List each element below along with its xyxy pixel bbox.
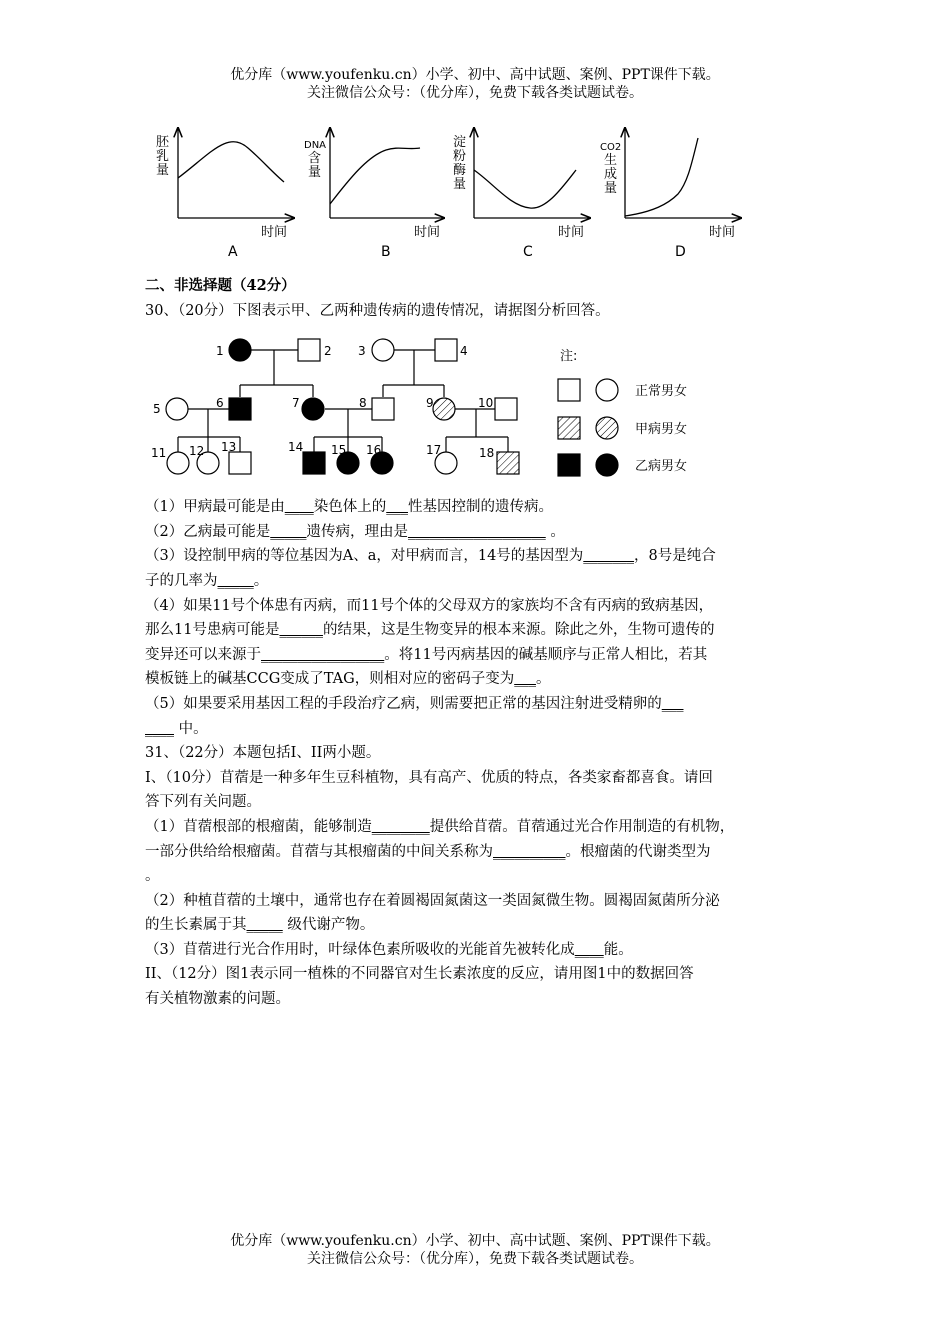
answer-blank[interactable]: ___________________	[407, 523, 546, 540]
q30-part2	[145, 520, 815, 545]
legend-normal-label: 正常男女	[635, 384, 688, 399]
graph-a-ylabel-2: 乳	[156, 149, 170, 164]
footer-line-1: 优分库（www.youfenku.cn）小学、初中、高中试题、案例、PPT课件下载。	[230, 1233, 720, 1249]
text: 。	[253, 572, 269, 589]
pedigree-number-10: 10	[478, 396, 494, 410]
answer-blank[interactable]: __________	[493, 843, 566, 860]
graph-c-letter: C	[523, 244, 533, 260]
pedigree-number-12: 12	[189, 444, 205, 458]
answer-blank[interactable]: ______	[279, 622, 323, 639]
header-line-2: 关注微信公众号：（优分库），免费下载各类试题试卷。	[307, 85, 643, 101]
graph-b-ylabel-1: DNA	[304, 140, 327, 151]
graph-b-letter: B	[381, 244, 391, 260]
graph-b-ylabel-3: 量	[308, 165, 322, 180]
text: 提供给苜蓿。苜蓿通过光合作用制造的有机物，	[429, 818, 735, 835]
q31-part2-line2	[145, 913, 815, 938]
graph-d-letter: D	[675, 244, 686, 260]
header-line-1: 优分库（www.youfenku.cn）小学、初中、高中试题、案例、PPT课件下载。	[230, 67, 720, 83]
pedigree-number-9: 9	[426, 396, 434, 410]
q30-part1	[145, 495, 815, 520]
graph-d-xlabel: 时间	[709, 225, 736, 240]
answer-blank[interactable]: _________________	[261, 646, 385, 663]
pedigree-number-3: 3	[358, 344, 366, 358]
pedigree-number-14: 14	[288, 440, 304, 454]
graph-b	[304, 128, 444, 260]
graph-c-ylabel-4: 量	[453, 177, 467, 192]
graph-b-ylabel-2: 含	[308, 151, 322, 166]
time-graphs-figure	[148, 126, 758, 266]
text: （1）苜蓿根部的根瘤菌，能够制造	[145, 818, 372, 835]
section-title: 二、非选择题（42分）	[145, 277, 296, 294]
q30-part3-line2	[145, 569, 815, 594]
pedigree-number-8: 8	[359, 396, 367, 410]
graph-d-ylabel-4: 量	[604, 181, 618, 196]
q30-part4-line1: （4）如果11号个体患有丙病，而11号个体的父母双方的家族均不含有丙病的致病基因，	[145, 597, 714, 614]
answer-blank[interactable]: _______	[583, 548, 635, 565]
answer-blank[interactable]: ____	[284, 499, 314, 516]
text: 一部分供给给根瘤菌。苜蓿与其根瘤菌的中间关系称为	[145, 843, 493, 860]
text: 。	[545, 523, 565, 540]
graph-d	[600, 128, 741, 260]
text: 的生长素属于其	[145, 917, 247, 934]
pedigree-number-7: 7	[292, 396, 300, 410]
graph-d-ylabel-2: 生	[604, 153, 618, 168]
footer-line-2: 关注微信公众号：（优分库），免费下载各类试题试卷。	[307, 1251, 643, 1267]
answer-blank[interactable]: ___	[661, 695, 684, 712]
answer-blank[interactable]: ________	[371, 818, 430, 835]
q30-part4-line3	[145, 643, 815, 668]
text: （5）如果要采用基因工程的手段治疗乙病，则需要把正常的基因注射进受精卵的	[145, 695, 662, 712]
graph-c-ylabel-3: 酶	[453, 163, 467, 178]
q31-i-line2: 答下列有关问题。	[145, 794, 261, 811]
graph-c-xlabel: 时间	[558, 225, 585, 240]
text: 的结果，这是生物变异的根本来源。除此之外，生物可遗传的	[322, 622, 715, 639]
q30-part4-line2	[145, 618, 815, 643]
q31-part1-line3: 。	[145, 868, 160, 885]
text: 染色体上的	[313, 499, 387, 516]
answer-blank[interactable]: ___	[514, 671, 536, 688]
answer-blank[interactable]: ___	[386, 499, 408, 516]
q30-part5-line2	[145, 717, 815, 742]
q31-i-line1: I、（10分）苜蓿是一种多年生豆科植物，具有高产、优质的特点，各类家畜都喜食。请回	[145, 769, 713, 786]
text: 。将11号丙病基因的碱基顺序与正常人相比，若其	[384, 646, 708, 663]
q30-part3-line1	[145, 544, 815, 569]
text: 中。	[174, 720, 208, 737]
text: 模板链上的碱基CCG变成了TAG，则相对应的密码子变为	[145, 671, 515, 688]
graph-c-ylabel-2: 粉	[453, 149, 467, 164]
text: 子的几率为	[145, 572, 218, 589]
answer-blank[interactable]: _____	[217, 572, 254, 589]
pedigree-number-16: 16	[366, 443, 382, 457]
pedigree-number-17: 17	[426, 443, 442, 457]
pedigree-number-15: 15	[331, 443, 347, 457]
pedigree-number-5: 5	[153, 402, 161, 416]
graph-b-xlabel: 时间	[414, 225, 441, 240]
graph-a-ylabel-3: 量	[156, 163, 170, 178]
page-footer	[0, 1232, 950, 1268]
q30-stem: 30、（20分）下图表示甲、乙两种遗传病的遗传情况，请据图分析回答。	[145, 302, 610, 319]
text: （2）乙病最可能是	[145, 523, 271, 540]
text: 变异还可以来源于	[145, 646, 261, 663]
text: 性基因控制的遗传病。	[407, 499, 553, 516]
text: 那么11号患病可能是	[145, 622, 280, 639]
graph-a	[156, 128, 294, 260]
q30-part4-line4	[145, 667, 815, 692]
text: 遗传病，理由是	[306, 523, 408, 540]
legend-yi-label: 乙病男女	[635, 459, 688, 474]
pedigree-number-4: 4	[460, 344, 468, 358]
q30-part5-line1	[145, 692, 815, 717]
graph-b-curve	[330, 148, 420, 204]
text: 。根瘤菌的代谢类型为	[565, 843, 711, 860]
graph-a-xlabel: 时间	[261, 225, 288, 240]
q31-stem: 31、（22分）本题包括I、II两小题。	[145, 745, 381, 762]
text: 级代谢产物。	[282, 917, 375, 934]
pedigree-number-11: 11	[151, 446, 167, 460]
text: （3）设控制甲病的等位基因为A、a，对甲病而言，14号的基因型为	[145, 548, 584, 565]
pedigree-number-13: 13	[221, 440, 237, 454]
pedigree-number-18: 18	[479, 446, 495, 460]
graph-d-ylabel-1: CO2	[600, 142, 622, 153]
q31-ii-line2: 有关植物激素的问题。	[145, 991, 290, 1008]
q31-part3	[145, 938, 815, 963]
graph-c-ylabel-1: 淀	[453, 135, 467, 150]
pedigree-number-1: 1	[216, 344, 224, 358]
graph-d-curve	[625, 138, 698, 216]
pedigree-spacer	[145, 323, 815, 495]
legend-title: 注:	[560, 349, 578, 364]
graph-a-letter: A	[228, 244, 238, 260]
q31-part1-line1	[145, 815, 815, 840]
legend-jia-label: 甲病男女	[635, 422, 688, 437]
graph-d-ylabel-3: 成	[604, 167, 618, 182]
q31-part2-line1: （2）种植苜蓿的土壤中，通常也存在着圆褐固氮菌这一类固氮微生物。圆褐固氮菌所分泌	[145, 892, 720, 909]
graph-a-ylabel-1: 胚	[156, 135, 170, 150]
question-content	[145, 274, 815, 1012]
text: （3）苜蓿进行光合作用时，叶绿体色素所吸收的光能首先被转化成	[145, 941, 575, 958]
graph-c	[453, 128, 590, 260]
graph-a-curve	[178, 142, 284, 182]
answer-blank[interactable]: ____	[145, 720, 174, 737]
q31-part1-line2	[145, 840, 815, 865]
answer-blank[interactable]: ____	[574, 941, 604, 958]
answer-blank[interactable]: _____	[270, 523, 307, 540]
pedigree-number-6: 6	[216, 396, 224, 410]
q31-ii-line1: II、（12分）图1表示同一植株的不同器官对生长素浓度的反应，请用图1中的数据回答	[145, 966, 694, 983]
graph-c-curve	[474, 170, 576, 208]
answer-blank[interactable]: _____	[246, 917, 283, 934]
text: ，8号是纯合	[634, 548, 716, 565]
page-header	[0, 66, 950, 102]
pedigree-number-2: 2	[324, 344, 332, 358]
text: （1）甲病最可能是由	[145, 499, 285, 516]
text: 能。	[603, 941, 633, 958]
text: 。	[535, 671, 551, 688]
